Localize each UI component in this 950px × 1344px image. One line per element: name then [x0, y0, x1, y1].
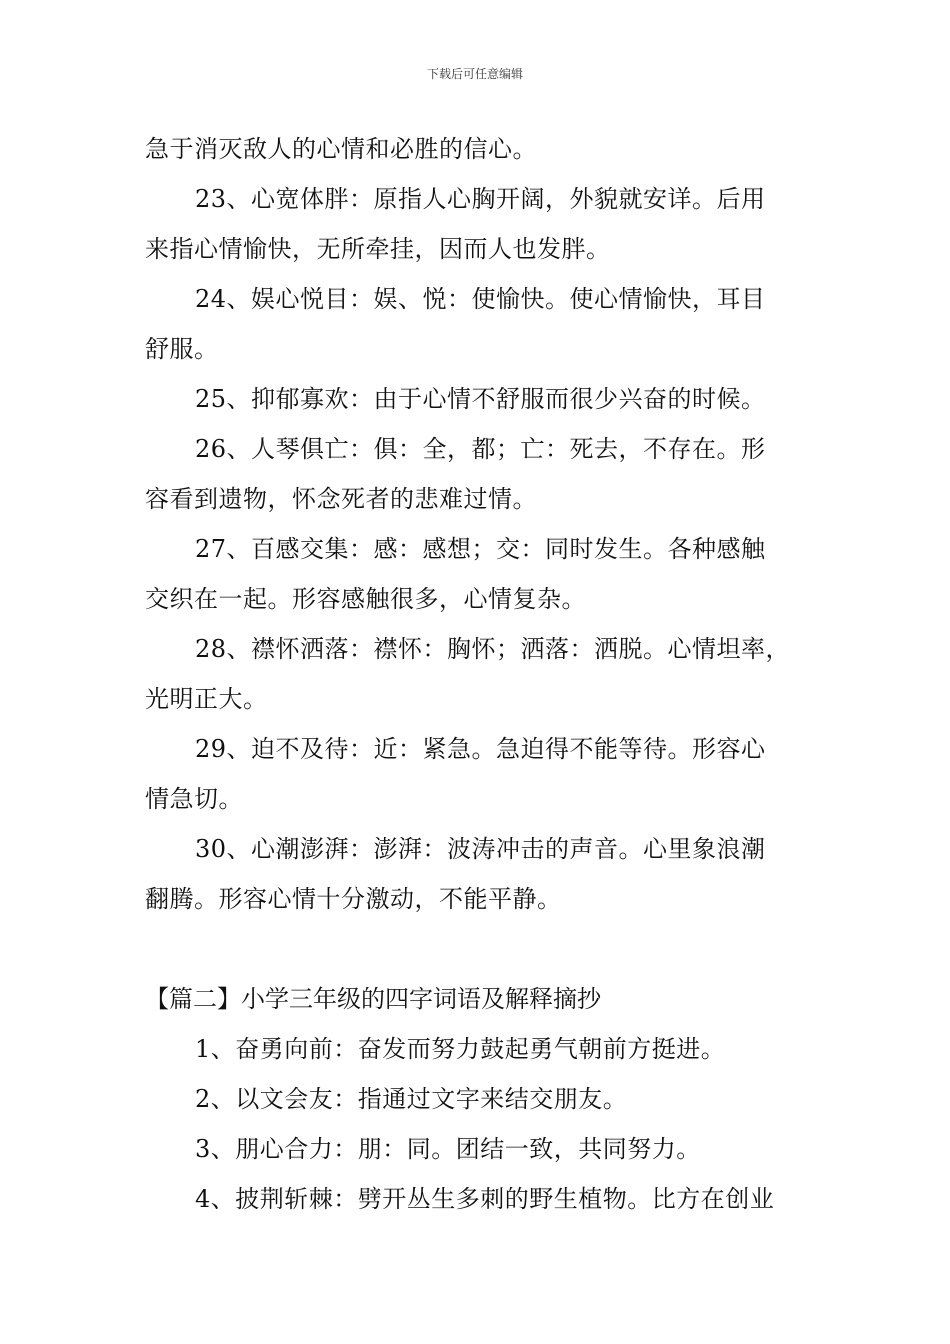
entry-30-line2: 翻腾。形容心情十分激动，不能平静。	[145, 885, 562, 913]
entry-28-line1	[195, 634, 875, 664]
entry-number: 26、	[195, 435, 252, 463]
entry-number: 27、	[195, 535, 252, 563]
entry-text: 心潮澎湃：澎湃：波涛冲击的声音。心里象浪潮	[251, 835, 766, 863]
s2-entry-2	[195, 1084, 875, 1114]
entry-number: 24、	[195, 285, 252, 313]
entry-text: 襟怀洒落：襟怀：胸怀；洒落：洒脱。心情坦率，	[251, 635, 791, 663]
entry-number: 28、	[195, 635, 252, 663]
entry-text: 百感交集：感：感想；交：同时发生。各种感触	[251, 535, 766, 563]
entry-text: 朋心合力：朋：同。团结一致，共同努力。	[235, 1135, 701, 1163]
entry-text: 迫不及待：近：紧急。急迫得不能等待。形容心	[251, 735, 766, 763]
entry-text: 心宽体胖：原指人心胸开阔，外貌就安详。后用	[251, 185, 766, 213]
entry-23-line2: 来指心情愉快，无所牵挂，因而人也发胖。	[145, 235, 611, 263]
entry-number: 29、	[195, 735, 252, 763]
page-header: 下载后可任意编辑	[426, 67, 523, 81]
entry-text: 娱心悦目：娱、悦：使愉快。使心情愉快，耳目	[251, 285, 766, 313]
entry-number: 1、	[195, 1035, 236, 1063]
entry-text: 奋勇向前：奋发而努力鼓起勇气朝前方挺进。	[235, 1035, 726, 1063]
entry-28-line2: 光明正大。	[145, 685, 268, 713]
entry-27-line1	[195, 534, 875, 564]
s2-entry-3	[195, 1134, 875, 1164]
entry-text: 抑郁寡欢：由于心情不舒服而很少兴奋的时候。	[251, 385, 766, 413]
entry-number: 25、	[195, 385, 252, 413]
entry-23-line1	[195, 184, 875, 214]
entry-number: 2、	[195, 1085, 236, 1113]
entry-29-line2: 情急切。	[145, 785, 243, 813]
entry-26-line1	[195, 434, 875, 464]
section-title: 【篇二】小学三年级的四字词语及解释摘抄	[145, 985, 601, 1013]
entry-number: 23、	[195, 185, 252, 213]
entry-text: 人琴俱亡：俱：全，都；亡：死去，不存在。形	[251, 435, 766, 463]
entry-number: 30、	[195, 835, 252, 863]
s2-entry-4	[195, 1184, 875, 1214]
entry-number: 3、	[195, 1135, 236, 1163]
entry-24-line1	[195, 284, 875, 314]
entry-number: 4、	[195, 1185, 236, 1213]
s2-entry-1	[195, 1034, 875, 1064]
continuation-text: 急于消灭敌人的心情和必胜的信心。	[145, 135, 537, 163]
entry-24-line2: 舒服。	[145, 335, 219, 363]
entry-text: 披荆斩棘：劈开丛生多刺的野生植物。比方在创业	[235, 1185, 775, 1213]
entry-25-line1	[195, 384, 875, 414]
entry-26-line2: 容看到遗物，怀念死者的悲难过情。	[145, 485, 537, 513]
entry-27-line2: 交织在一起。形容感触很多，心情复杂。	[145, 585, 586, 613]
entry-29-line1	[195, 734, 875, 764]
entry-text: 以文会友：指通过文字来结交朋友。	[235, 1085, 628, 1113]
entry-30-line1	[195, 834, 875, 864]
